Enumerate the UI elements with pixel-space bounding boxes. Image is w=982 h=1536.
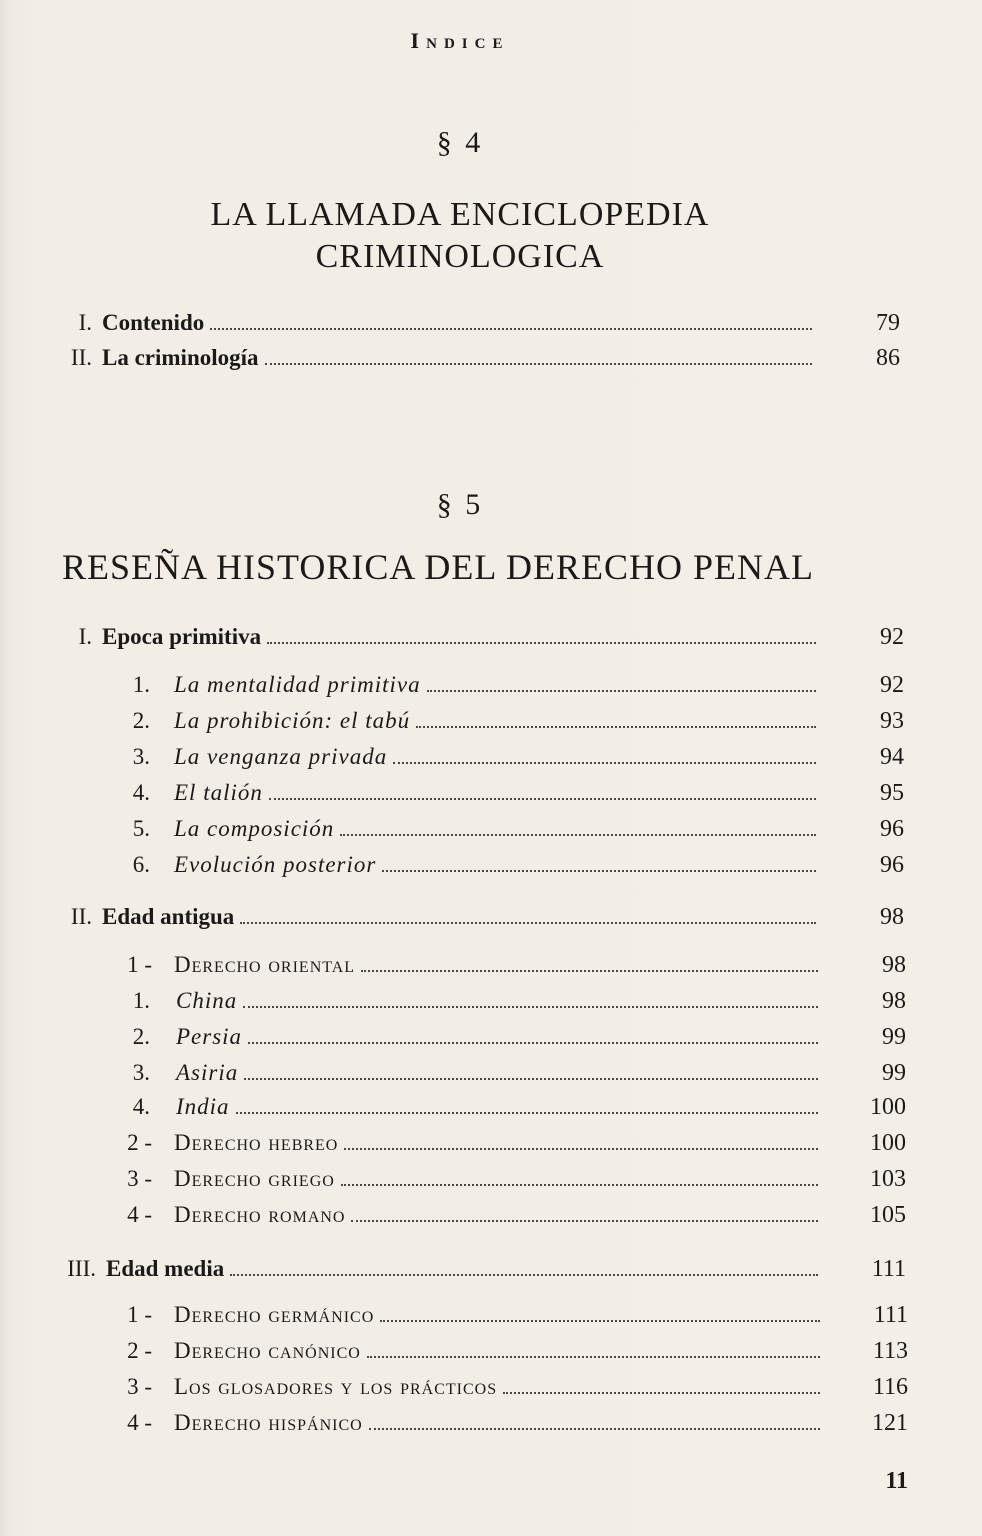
toc-subentry: [0, 744, 904, 776]
toc-subentry: [0, 1094, 906, 1126]
entry-page: 79: [876, 310, 900, 336]
toc-entry: [0, 310, 900, 342]
entry-number: 3.: [132, 744, 150, 769]
leader-dots: [367, 1356, 820, 1358]
entry-page: 121: [872, 1410, 908, 1436]
leader-dots: [369, 1428, 820, 1430]
toc-subentry: [0, 780, 904, 812]
entry-page: 98: [880, 904, 904, 930]
toc-subentry: [0, 1060, 906, 1092]
entry-page: 92: [880, 624, 904, 650]
entry-page: 96: [880, 816, 904, 842]
leader-dots: [427, 690, 816, 692]
entry-page: 95: [880, 780, 904, 806]
entry-number: 2.: [132, 708, 150, 733]
leader-dots: [248, 1042, 818, 1044]
entry-label: Asiria: [176, 1060, 239, 1085]
entry-page: 103: [870, 1166, 906, 1192]
entry-page: 111: [873, 1302, 908, 1328]
entry-label: El talión: [174, 780, 263, 805]
entry-number: 4 -: [127, 1410, 152, 1435]
leader-dots: [267, 642, 816, 644]
leader-dots: [243, 1006, 818, 1008]
entry-label: Derecho romano: [174, 1202, 346, 1227]
entry-label: Persia: [176, 1024, 243, 1049]
leader-dots: [380, 1320, 820, 1322]
section-5-sign: § 5: [436, 488, 484, 521]
toc-subentry: [0, 988, 906, 1020]
entry-number: II.: [70, 904, 92, 929]
entry-number: III.: [67, 1256, 96, 1281]
toc-subentry: [0, 952, 906, 984]
entry-label: Derecho hebreo: [174, 1130, 339, 1155]
entry-label: La criminología: [102, 345, 259, 370]
entry-label: La mentalidad primitiva: [174, 672, 421, 697]
leader-dots: [210, 328, 812, 330]
leader-dots: [361, 970, 818, 972]
entry-number: I.: [78, 624, 92, 649]
running-head: Indice: [410, 28, 510, 53]
entry-number: 1 -: [127, 1302, 152, 1327]
entry-page: 92: [880, 672, 904, 698]
toc-part-entry: [0, 904, 904, 936]
toc-subentry: [0, 1302, 908, 1334]
entry-label: Derecho germánico: [174, 1302, 375, 1327]
entry-page: 86: [876, 345, 900, 371]
entry-page: 98: [882, 952, 906, 978]
toc-subentry: [0, 1202, 906, 1234]
entry-number: 3.: [132, 1060, 150, 1085]
entry-label: Los glosadores y los prácticos: [174, 1374, 498, 1399]
toc-subentry: [0, 852, 904, 884]
entry-label: Edad antigua: [102, 904, 235, 929]
toc-subentry: [0, 1130, 906, 1162]
entry-number: 3 -: [127, 1166, 152, 1191]
entry-page: 98: [882, 988, 906, 1014]
entry-page: 100: [870, 1094, 906, 1120]
entry-number: 1 -: [127, 952, 152, 977]
entry-page: 113: [872, 1338, 908, 1364]
entry-page: 93: [880, 708, 904, 734]
entry-label: Epoca primitiva: [102, 624, 262, 649]
entry-number: 2 -: [127, 1338, 152, 1363]
leader-dots: [230, 1274, 818, 1276]
toc-subentry: [0, 708, 904, 740]
leader-dots: [240, 922, 816, 924]
entry-label: Derecho griego: [174, 1166, 335, 1191]
entry-label: China: [176, 988, 238, 1013]
entry-label: Derecho canónico: [174, 1338, 361, 1363]
entry-number: 4 -: [127, 1202, 152, 1227]
entry-page: 96: [880, 852, 904, 878]
entry-number: 1.: [132, 988, 150, 1013]
leader-dots: [340, 834, 816, 836]
section-5-title: RESEÑA HISTORICA DEL DERECHO PENAL: [62, 547, 815, 587]
toc-subentry: [0, 816, 904, 848]
entry-number: 1.: [132, 672, 150, 697]
entry-label: Derecho hispánico: [174, 1410, 363, 1435]
toc-subentry: [0, 1410, 908, 1442]
entry-label: La prohibición: el tabú: [174, 708, 411, 733]
leader-dots: [344, 1148, 818, 1150]
entry-number: 5.: [132, 816, 150, 841]
entry-label: Derecho oriental: [174, 952, 356, 977]
entry-number: 4.: [132, 1094, 150, 1119]
entry-number: I.: [78, 310, 92, 335]
section-4-sign: § 4: [436, 126, 484, 159]
leader-dots: [341, 1184, 818, 1186]
entry-label: Edad media: [106, 1256, 225, 1281]
entry-number: II.: [70, 345, 92, 370]
entry-label: La venganza privada: [174, 744, 388, 769]
entry-label: La composición: [174, 816, 335, 841]
leader-dots: [416, 726, 816, 728]
toc-subentry: [0, 672, 904, 704]
leader-dots: [382, 870, 816, 872]
leader-dots: [269, 798, 816, 800]
leader-dots: [503, 1392, 820, 1394]
leader-dots: [244, 1078, 818, 1080]
leader-dots: [265, 363, 812, 365]
toc-subentry: [0, 1374, 908, 1406]
section-4-title-line-2: CRIMINOLOGICA: [315, 238, 605, 275]
entry-page: 100: [870, 1130, 906, 1156]
leader-dots: [351, 1220, 818, 1222]
entry-page: 94: [880, 744, 904, 770]
leader-dots: [393, 762, 816, 764]
entry-number: 2 -: [127, 1130, 152, 1155]
entry-page: 111: [871, 1256, 906, 1282]
entry-number: 3 -: [127, 1374, 152, 1399]
entry-label: Contenido: [102, 310, 205, 335]
toc-part-entry: [0, 624, 904, 656]
page-number: 11: [885, 1468, 908, 1494]
entry-number: 2.: [132, 1024, 150, 1049]
entry-number: 4.: [132, 780, 150, 805]
toc-subentry: [0, 1338, 908, 1370]
entry-number: 6.: [132, 852, 150, 877]
entry-page: 99: [882, 1060, 906, 1086]
entry-label: Evolución posterior: [174, 852, 377, 877]
entry-label: India: [176, 1094, 230, 1119]
leader-dots: [236, 1112, 818, 1114]
entry-page: 116: [872, 1374, 908, 1400]
toc-subentry: [0, 1024, 906, 1056]
entry-page: 105: [870, 1202, 906, 1228]
entry-page: 99: [882, 1024, 906, 1050]
toc-part-entry: [0, 1256, 906, 1288]
toc-subentry: [0, 1166, 906, 1198]
toc-entry: [0, 345, 900, 377]
section-4-title-line-1: LA LLAMADA ENCICLOPEDIA: [210, 196, 710, 233]
